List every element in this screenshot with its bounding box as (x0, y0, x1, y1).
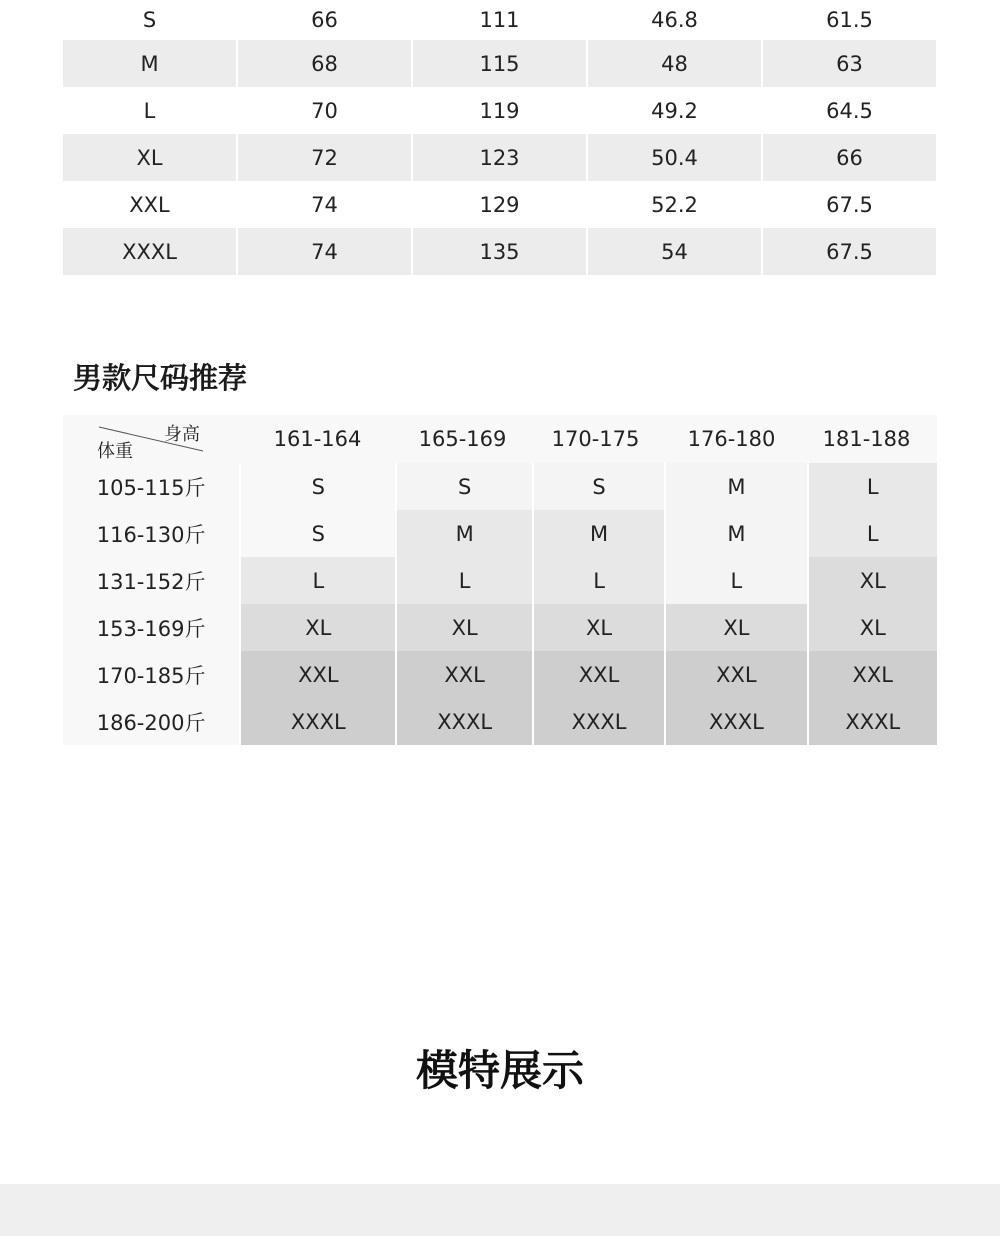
weight-label: 116-130斤 (63, 510, 239, 557)
size-cell: L (143, 98, 156, 123)
section-title: 男款尺码推荐 (73, 361, 248, 395)
size-cell: XL (807, 604, 937, 651)
weight-label: 186-200斤 (63, 698, 239, 745)
size-cell: 66 (311, 8, 338, 32)
table-row (63, 0, 937, 40)
height-header: 165-169 (418, 427, 507, 451)
size-cell: XXXL (807, 698, 937, 745)
size-cell: 48 (588, 40, 761, 87)
size-cell: 70 (311, 98, 338, 123)
table-row (63, 557, 937, 604)
size-cell: 67.5 (763, 228, 936, 275)
size-cell: XXXL (532, 698, 664, 745)
size-cell: 111 (479, 8, 520, 32)
size-cell: 63 (763, 40, 936, 87)
size-cell: XL (807, 557, 937, 604)
size-cell: 67.5 (826, 192, 873, 217)
table-row (63, 134, 937, 181)
weight-axis-label: 体重 (97, 441, 133, 462)
size-cell: M (664, 463, 806, 510)
size-cell: 74 (311, 192, 338, 217)
size-recommendation-table (63, 415, 937, 745)
size-cell: 74 (238, 228, 411, 275)
table-row (63, 181, 937, 228)
size-cell: L (239, 557, 395, 604)
height-header: 176-180 (687, 427, 776, 451)
size-cell: S (239, 463, 395, 510)
size-cell: M (395, 510, 531, 557)
diagonal-divider (63, 415, 240, 463)
size-cell: M (664, 510, 806, 557)
size-cell: 61.5 (826, 8, 873, 32)
size-cell: XXXL (63, 228, 236, 275)
table-row (63, 87, 937, 134)
size-cell: S (142, 8, 157, 32)
size-cell: 123 (413, 134, 586, 181)
model-showcase-title: 模特展示 (415, 1046, 584, 1095)
size-cell: L (664, 557, 806, 604)
size-cell: 66 (763, 134, 936, 181)
size-cell: M (63, 40, 236, 87)
weight-label: 105-115斤 (63, 463, 239, 510)
size-cell: L (807, 463, 937, 510)
size-cell: XL (532, 604, 664, 651)
height-header: 170-175 (551, 427, 640, 451)
height-header: 161-164 (273, 427, 362, 451)
size-measurement-table (63, 0, 937, 275)
size-cell: 119 (479, 98, 520, 123)
size-cell: XXL (395, 651, 531, 698)
size-cell: L (532, 557, 664, 604)
size-cell: 50.4 (588, 134, 761, 181)
size-cell: 49.2 (651, 98, 698, 123)
size-cell: 46.8 (651, 8, 698, 32)
size-cell: L (807, 510, 937, 557)
table-row (63, 604, 937, 651)
size-cell: XL (239, 604, 395, 651)
model-image-area (0, 1184, 1000, 1236)
size-cell: 54 (588, 228, 761, 275)
corner-header-cell (63, 415, 240, 463)
size-cell: XXXL (239, 698, 395, 745)
size-cell: XXL (129, 192, 170, 217)
table-row (63, 510, 937, 557)
size-cell: S (532, 463, 664, 510)
size-cell: XL (395, 604, 531, 651)
height-axis-label: 身高 (164, 424, 200, 445)
table-row (63, 463, 937, 510)
weight-label: 131-152斤 (63, 557, 239, 604)
table-header-row (63, 415, 937, 463)
size-cell: XXXL (395, 698, 531, 745)
size-cell: 64.5 (826, 98, 873, 123)
height-header: 181-188 (822, 427, 911, 451)
size-cell: XXL (239, 651, 395, 698)
size-cell: XXL (532, 651, 664, 698)
table-row (63, 651, 937, 698)
size-cell: XXL (807, 651, 937, 698)
size-cell: S (239, 510, 395, 557)
table-row (63, 698, 937, 745)
size-cell: 72 (238, 134, 411, 181)
size-cell: XL (63, 134, 236, 181)
size-cell: 115 (413, 40, 586, 87)
size-cell: L (395, 557, 531, 604)
weight-label: 153-169斤 (63, 604, 239, 651)
size-cell: XL (664, 604, 806, 651)
size-cell: 68 (238, 40, 411, 87)
table-row (63, 40, 937, 87)
weight-label: 170-185斤 (63, 651, 239, 698)
size-cell: XXXL (664, 698, 806, 745)
size-cell: XXL (664, 651, 806, 698)
size-cell: 52.2 (651, 192, 698, 217)
table-row (63, 228, 937, 275)
size-cell: S (395, 463, 531, 510)
size-cell: M (532, 510, 664, 557)
size-cell: 135 (413, 228, 586, 275)
size-cell: 129 (479, 192, 520, 217)
